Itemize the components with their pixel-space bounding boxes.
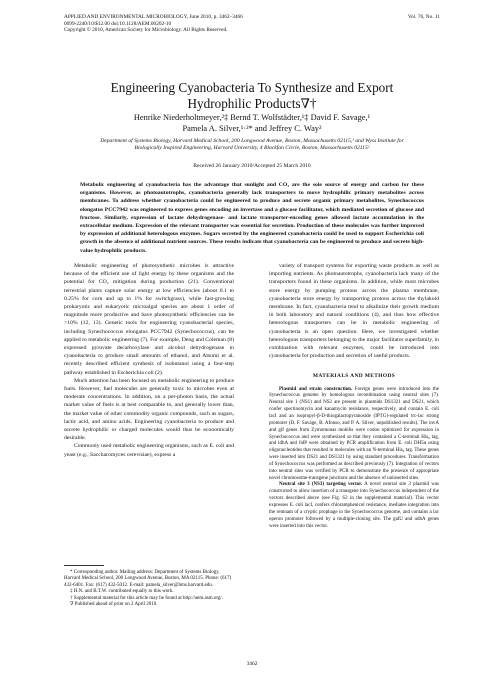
page-number: 3462 [246,661,258,667]
footnote-rule [64,565,104,566]
body-paragraph: Metabolic engineering of photosynthetic microbes is attractive because of the efficient use of light energy by these organisms and the potential for CO₂ mitigation during production (21). Conventional terrestrial plants capture solar energy at low efficiencies (about 0.1 to 0.25% for corn and up to 1% for switchgrass), while fast-growing prokaryotic and eukaryotic microalgal species are about 1 order of magnitude more productive and have photosynthetic efficiencies can be >10% (12, 13). Genetic tools for engineering cyanobacterial species, including Synechococcus elongatus PCC7942 (Synechococcus), can be applied to metabolic engineering (7). For example, Deng and Coleman (8) expressed pyruvate decarboxylase and alcohol dehydrogenase in cyanobacteria to produce small amounts of ethanol, and Atsumi et al. recently described efficient synthesis of isobutanol using a four-step pathway established in Escherichia coli (2). [64,263,234,376]
affiliations [40,138,464,152]
authors-line-1: Henrike Niederholtmeyer,²‡ Bernd T. Wolfstädter,¹‡ David F. Savage,¹ [133,113,371,122]
left-column [64,262,234,459]
author-list [40,113,464,134]
copyright: Copyright © 2010, American Society for Microbiology. All Rights Reserved. [64,27,228,34]
section-heading: MATERIALS AND METHODS [312,373,396,380]
footnote-corresponding: * Corresponding author. Mailing address: Department of Systems Biology, Harvard Medical School, 200 Longwood Avenue, Boston, MA 02115. Phone: (617) 432-6401. Fax: (617) 432-5012. E-mail: pamela_silver@hms.harvard.edu. [64,570,232,588]
right-column [269,262,439,530]
body-paragraph: Commonly used metabolic engineering organisms, such as E. coli and yeast (e.g., Saccharomyces cerevisiae), express a [64,443,234,458]
footnote-published: ∇ Published ahead of print on 2 April 2010. [70,602,158,608]
body-paragraph: variety of transport systems for exporting waste products as well as importing nutrients. As photoautotrophs, cyanobacteria lack many of the transporters found in these organisms. In addition, while most microbes store energy by pumping protons across the plasma membrane, cyanobacteria store energy by transporting protons across the thylakoid membrane. In fact, cyanobacteria tend to alkalinize their growth medium in both laboratory and natural conditions (4), and thus how effective heterologous transporters can be in metabolic engineering of cyanobacteria is an open question. Here, we investigated whether heterologous transporters belonging to the major facilitator superfamily, in combination with relevant enzymes, could be introduced into cyanobacteria for production and secretion of useful products. [269,263,439,360]
methods-text [269,387,439,531]
affiliation-line-2: Biologically Inspired Engineering, Harvard University, 4 Blackfan Circle, Boston, Massachusetts 02115² [134,144,370,151]
methods-body: Foreign genes were introduced into the Synechococcus genome by homologous recombination using neutral sites (7). Neutral site 1 (NS1) and NS2 are present in plasmids DS1321 and DS21, which confer spectinomycin and kanamycin resistance, respectively, and contain E. coli lacI and an isopropyl-β-D-thiogalactopyranoside (IPTG)-regulated trc-lac strong promoter (D. F. Savage, B. Afonso, and P. A. Silver, unpublished results). The invA and glf genes from Zymomonas mobilis were codon optimized for expression in Synechococcus and were synthesized so that they contained a C-terminal His₆ tag, and ldhA and lldP were obtained by PCR amplification from E. coli DH5α using oligonucleotides that resulted in molecules with an N-terminal His₆ tag. These genes were inserted into DS21 and DS1321 by using standard procedures. Transformation of Synechococcus was performed as described previously (7). Integration of vectors into neutral sites was verified by PCR to demonstrate the presence of appropriate novel chromosome-transgene junctions and the absence of uninserted sites. [269,386,440,481]
received-dates: Received 26 January 2010/Accepted 25 March 2010 [193,163,311,169]
methods-body: A novel neutral site 3 plasmid was constructed to allow insertion of a transgene into Synechococcus independent of the vectors described above (see Fig. S2 in the supplemental material). This vector expresses E. coli lacI, confers chloramphenicol resistance, mediates integration into the remnant of a cryptic prophage in the Synechococcus genome, and contains a lac operon promoter followed by a multiple-cloning site. The galU and udhA genes were inserted into this vector. [269,482,439,529]
affiliation-line-1: Department of Systems Biology, Harvard Medical School, 200 Longwood Avenue, Boston, Massachusetts 02115,¹ and Wyss Institute for [100,138,404,144]
methods-paragraph [269,387,439,483]
footnote-equal-contribution: ‡ H.N. and B.T.W. contributed equally to this work. [70,589,174,595]
journal-line: APPLIED AND ENVIRONMENTAL MICROBIOLOGY, June 2010, p. 3462–3466 [64,14,243,20]
issn-doi: 0099-2240/10/$12.00 doi:10.1128/AEM.00202-10 [64,20,172,27]
run-in-heading: Plasmid and strain construction. [279,386,353,392]
title-line-2: Hydrophilic Products∇† [187,95,317,111]
authors-line-2: Pamela A. Silver,¹·²* and Jeffrey C. Way² [182,123,322,133]
title-line-1: Engineering Cyanobacteria To Synthesize and Export [110,80,394,95]
volume-issue: Vol. 76, No. 11 [407,14,440,20]
run-in-heading: Neutral site 3 (NS3) targeting vector. [279,482,363,488]
footnote-supplemental: † Supplemental material for this article may be found at http://aem.asm.org/. [70,595,224,601]
header-left [64,14,243,34]
article-title [40,80,464,111]
body-paragraph: Much attention has been focused on metabolic engineering to produce fuels. However, fuel molecules are generally toxic to microbes even at moderate concentrations. In addition, on a per-photon basis, the actual market value of fuels is at best comparable to, and generally lower than, the market value of other commodity organic compounds, such as sugars, lactic acid, and amino acids. Engineering cyanobacteria to produce and secrete hydrophilic or charged molecules would thus be economically desirable. [64,377,234,442]
footnotes [64,565,234,608]
abstract: Metabolic engineering of cyanobacteria has the advantage that sunlight and CO₂ are the sole source of energy and carbon for these organisms. However, as photoautotrophs, cyanobacteria generally lack transporters to move hydrophilic primary metabolites across membranes. To address whether cyanobacteria could be engineered to produce and secrete organic primary metabolites, Synechococcus elongatus PCC7942 was engineered to express genes encoding an invertase and a glucose facilitator, which mediated secretion of glucose and fructose. Similarly, expression of lactate dehydrogenase- and lactate transporter-encoding genes allowed lactate accumulation in the extracellular medium. Expression of the relevant transporter was essential for secretion. Production of these molecules was further improved by expression of additional heterologous enzymes. Sugars secreted by the engineered cyanobacteria could be used to support Escherichia coli growth in the absence of additional nutrient sources. These results indicate that cyanobacteria can be engineered to produce and secrete high-value hydrophilic products. [80,182,424,254]
methods-paragraph [269,482,439,530]
